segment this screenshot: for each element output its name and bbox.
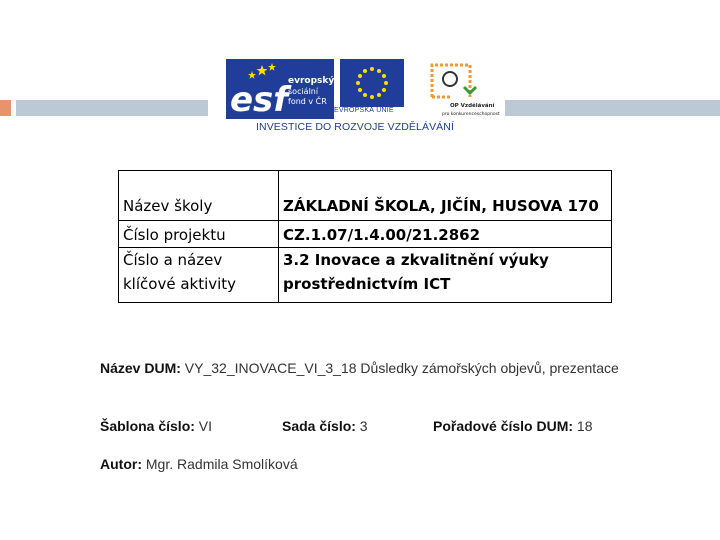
sablona-field: [100, 418, 212, 434]
esf-logo: [226, 59, 334, 119]
eu-caption: EVROPSKÁ UNIE: [334, 107, 394, 114]
svg-text:esf: esf: [230, 80, 289, 119]
author-label: Autor:: [100, 456, 142, 472]
activity-value-line-1: 3.2 Inovace a zkvalitnění výuky: [283, 251, 549, 269]
sablona-value: VI: [194, 418, 213, 434]
sada-value: 3: [355, 418, 368, 434]
esf-text-2: sociální: [288, 87, 319, 96]
sablona-label: Šablona číslo:: [100, 418, 195, 434]
project-number-value: CZ.1.07/1.4.00/21.2862: [279, 221, 612, 248]
esf-text-3: fond v ČR: [288, 97, 327, 106]
esf-text-1: evropský: [288, 76, 334, 86]
school-name-value: ZÁKLADNÍ ŠKOLA, JIČÍN, HUSOVA 170: [279, 171, 612, 221]
poradove-value: 18: [573, 418, 593, 434]
author-line: [100, 456, 298, 472]
project-number-label: Číslo projektu: [119, 221, 279, 248]
activity-label-line-2: klíčové aktivity: [123, 275, 237, 293]
poradove-field: [433, 418, 593, 434]
decor-band-left: [16, 100, 208, 116]
table-row: [119, 248, 612, 303]
activity-value-line-2: prostřednictvím ICT: [283, 275, 451, 293]
sada-field: [282, 418, 368, 434]
sada-label: Sada číslo:: [282, 418, 356, 434]
decor-band-right: [505, 100, 720, 116]
table-row: [119, 171, 612, 221]
school-name-label: Název školy: [119, 171, 279, 221]
op-text-2: pro konkurenceschopnost: [442, 112, 500, 117]
table-row: [119, 221, 612, 248]
poradove-label: Pořadové číslo DUM:: [433, 418, 574, 434]
op-text-1: OP Vzdělávání: [450, 103, 495, 109]
logo-strip: [222, 55, 507, 135]
dum-label: Název DUM:: [100, 360, 181, 376]
op-vzdelavani-logo: [420, 57, 506, 119]
activity-value: [279, 248, 612, 303]
dum-value: VY_32_INOVACE_VI_3_18 Důsledky zámořských objevů, prezentace: [180, 360, 619, 376]
investice-caption: INVESTICE DO ROZVOJE VZDĚLÁVÁNÍ: [256, 121, 454, 133]
dum-title: [100, 358, 640, 378]
school-info-table: [118, 170, 612, 303]
eu-flag-icon: [340, 59, 404, 107]
decor-band-orange: [0, 100, 11, 116]
author-value: Mgr. Radmila Smolíková: [142, 456, 298, 472]
activity-label-line-1: Číslo a název: [123, 251, 223, 269]
activity-label: [119, 248, 279, 303]
